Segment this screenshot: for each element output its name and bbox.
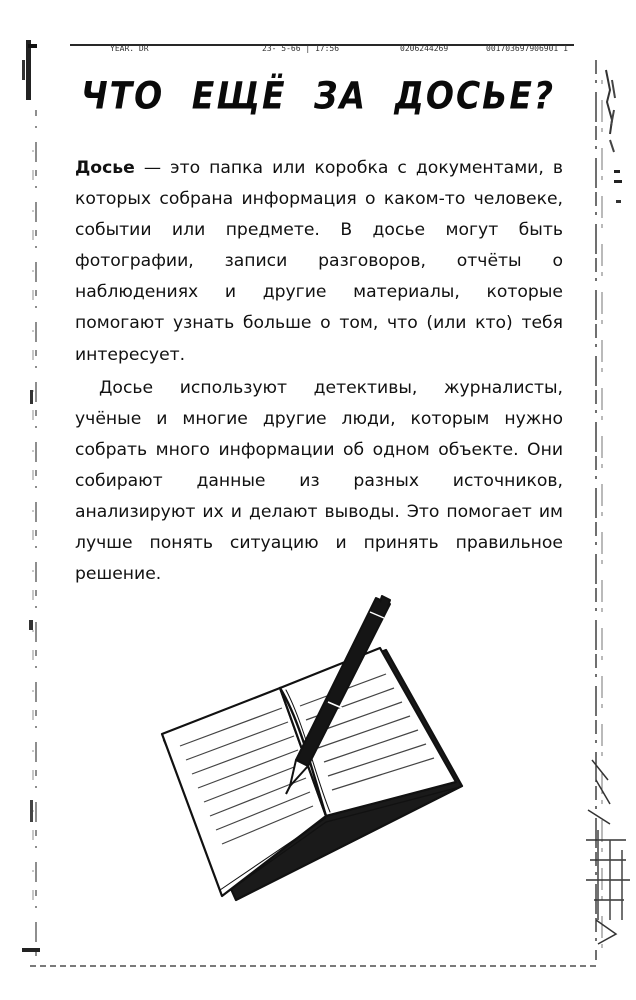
page-title: ЧТО ЕЩЁ ЗА ДОСЬЕ? [80, 73, 555, 118]
body-text [75, 153, 563, 590]
header-strip-item: YEAR. DR [110, 44, 149, 53]
header-strip-item: 0206244269 [400, 44, 449, 53]
defined-term: Досье [75, 158, 135, 178]
paragraph-definition [75, 153, 563, 371]
header-strip-item: 001703697906901 1 [486, 44, 568, 53]
paragraph-usage: Досье используют детективы, журналисты, учёные и многие другие люди, которым нужно собрать много информации об одном объекте. Они собирают данные из разных источников, анализируют их и делают выводы. Это помогает им лучше понять ситуацию и принять правильное решение. [75, 377, 563, 585]
header-strip-item: 23- 5-66 | 17:56 [262, 44, 340, 53]
scanned-left-edge [0, 30, 42, 970]
bottom-frame-line [30, 965, 596, 971]
scanned-header-strip [96, 38, 576, 60]
paragraph-definition-text: — это папка или коробка с документами, в которых собрана информация о каком-то человеке, событии или предмете. В досье могут быть фотографии, записи разговоров, отчёты о наблюдениях и другие материалы, которые помогают узнать больше о том, что (или кто) тебя интересует. [75, 158, 563, 365]
notebook-with-pen-icon [150, 590, 470, 920]
scanned-right-edge [566, 20, 636, 970]
